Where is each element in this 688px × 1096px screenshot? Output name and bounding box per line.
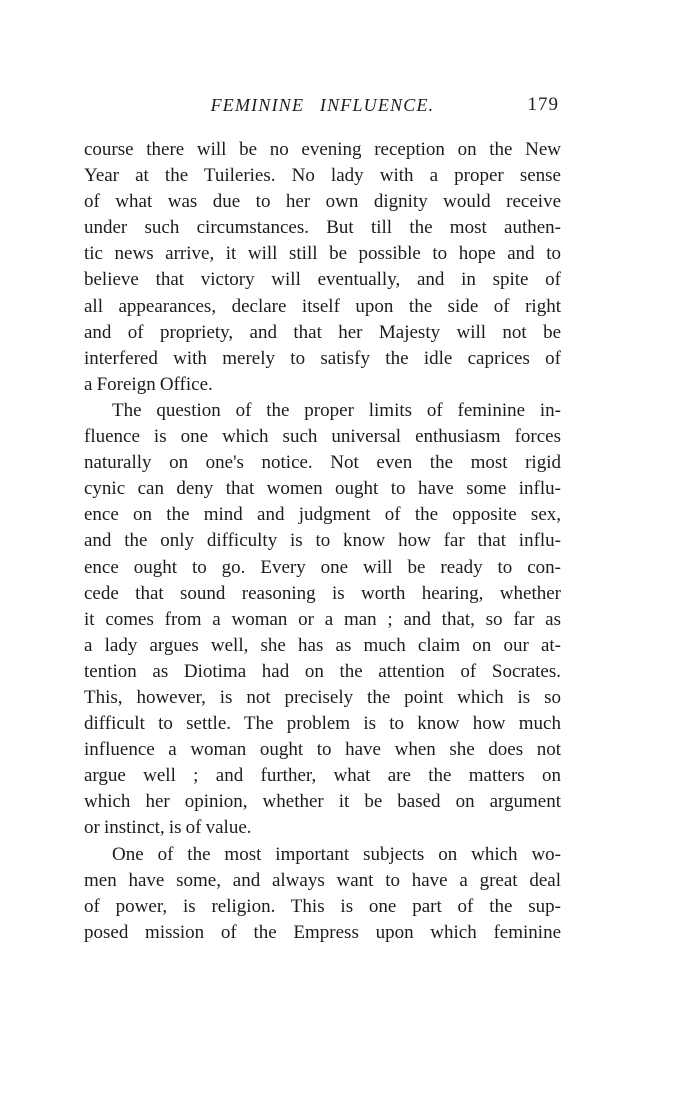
text-line: naturally on one's notice. Not even the most rigid [84,452,561,474]
text-line: and of propriety, and that her Majesty will not be [84,321,561,343]
text-line: course there will be no evening reception on the New [84,139,561,160]
text-line: fluence is one which such universal enthusiasm forces [84,426,561,448]
text-line: of power, is religion. This is one part of the sup- [84,895,561,917]
text-line: it comes from a woman or a man ; and that, so far as [84,608,561,630]
text-line: tic news arrive, it will still be possible to hope and to [84,243,561,265]
page-number: 179 [527,94,559,115]
text-line: Year at the Tuileries. No lady with a proper sense [84,165,561,187]
text-line: and the only difficulty is to know how far that influ- [84,530,561,552]
text-line: This, however, is not precisely the point which is so [84,686,561,708]
text-line: ence ought to go. Every one will be ready to con- [84,556,561,578]
text-line: difficult to settle. The problem is to know how much [84,713,561,735]
text-line: argue well ; and further, what are the matters on [84,765,561,787]
text-line: under such circumstances. But till the most authen- [84,217,561,239]
text-line: The question of the proper limits of feminine in- [112,399,561,421]
running-head-title: FEMININE INFLUENCE. [210,95,435,115]
text-line: a Foreign Office. [84,373,213,395]
text-line: interfered with merely to satisfy the idle caprices of [84,347,561,369]
text-line: or instinct, is of value. [84,817,252,839]
running-head [84,93,561,117]
text-line: cede that sound reasoning is worth hearing, whether [84,582,561,604]
text-line: which her opinion, whether it be based on argument [84,791,561,813]
text-line: ence on the mind and judgment of the opposite sex, [84,504,561,526]
text-line: influence a woman ought to have when she does not [84,739,561,761]
text-line: believe that victory will eventually, and in spite of [84,269,561,291]
text-line: men have some, and always want to have a great deal [84,869,561,891]
text-line: all appearances, declare itself upon the side of right [84,295,561,317]
text-line: posed mission of the Empress upon which feminine [84,921,561,943]
text-line: tention as Diotima had on the attention of Socrates. [84,660,561,682]
text-line: One of the most important subjects on which wo- [112,843,561,865]
text-line: cynic can deny that women ought to have some influ- [84,478,561,500]
text-line: of what was due to her own dignity would receive [84,191,561,213]
text-line: a lady argues well, she has as much claim on our at- [84,634,561,656]
text-body [84,137,561,946]
